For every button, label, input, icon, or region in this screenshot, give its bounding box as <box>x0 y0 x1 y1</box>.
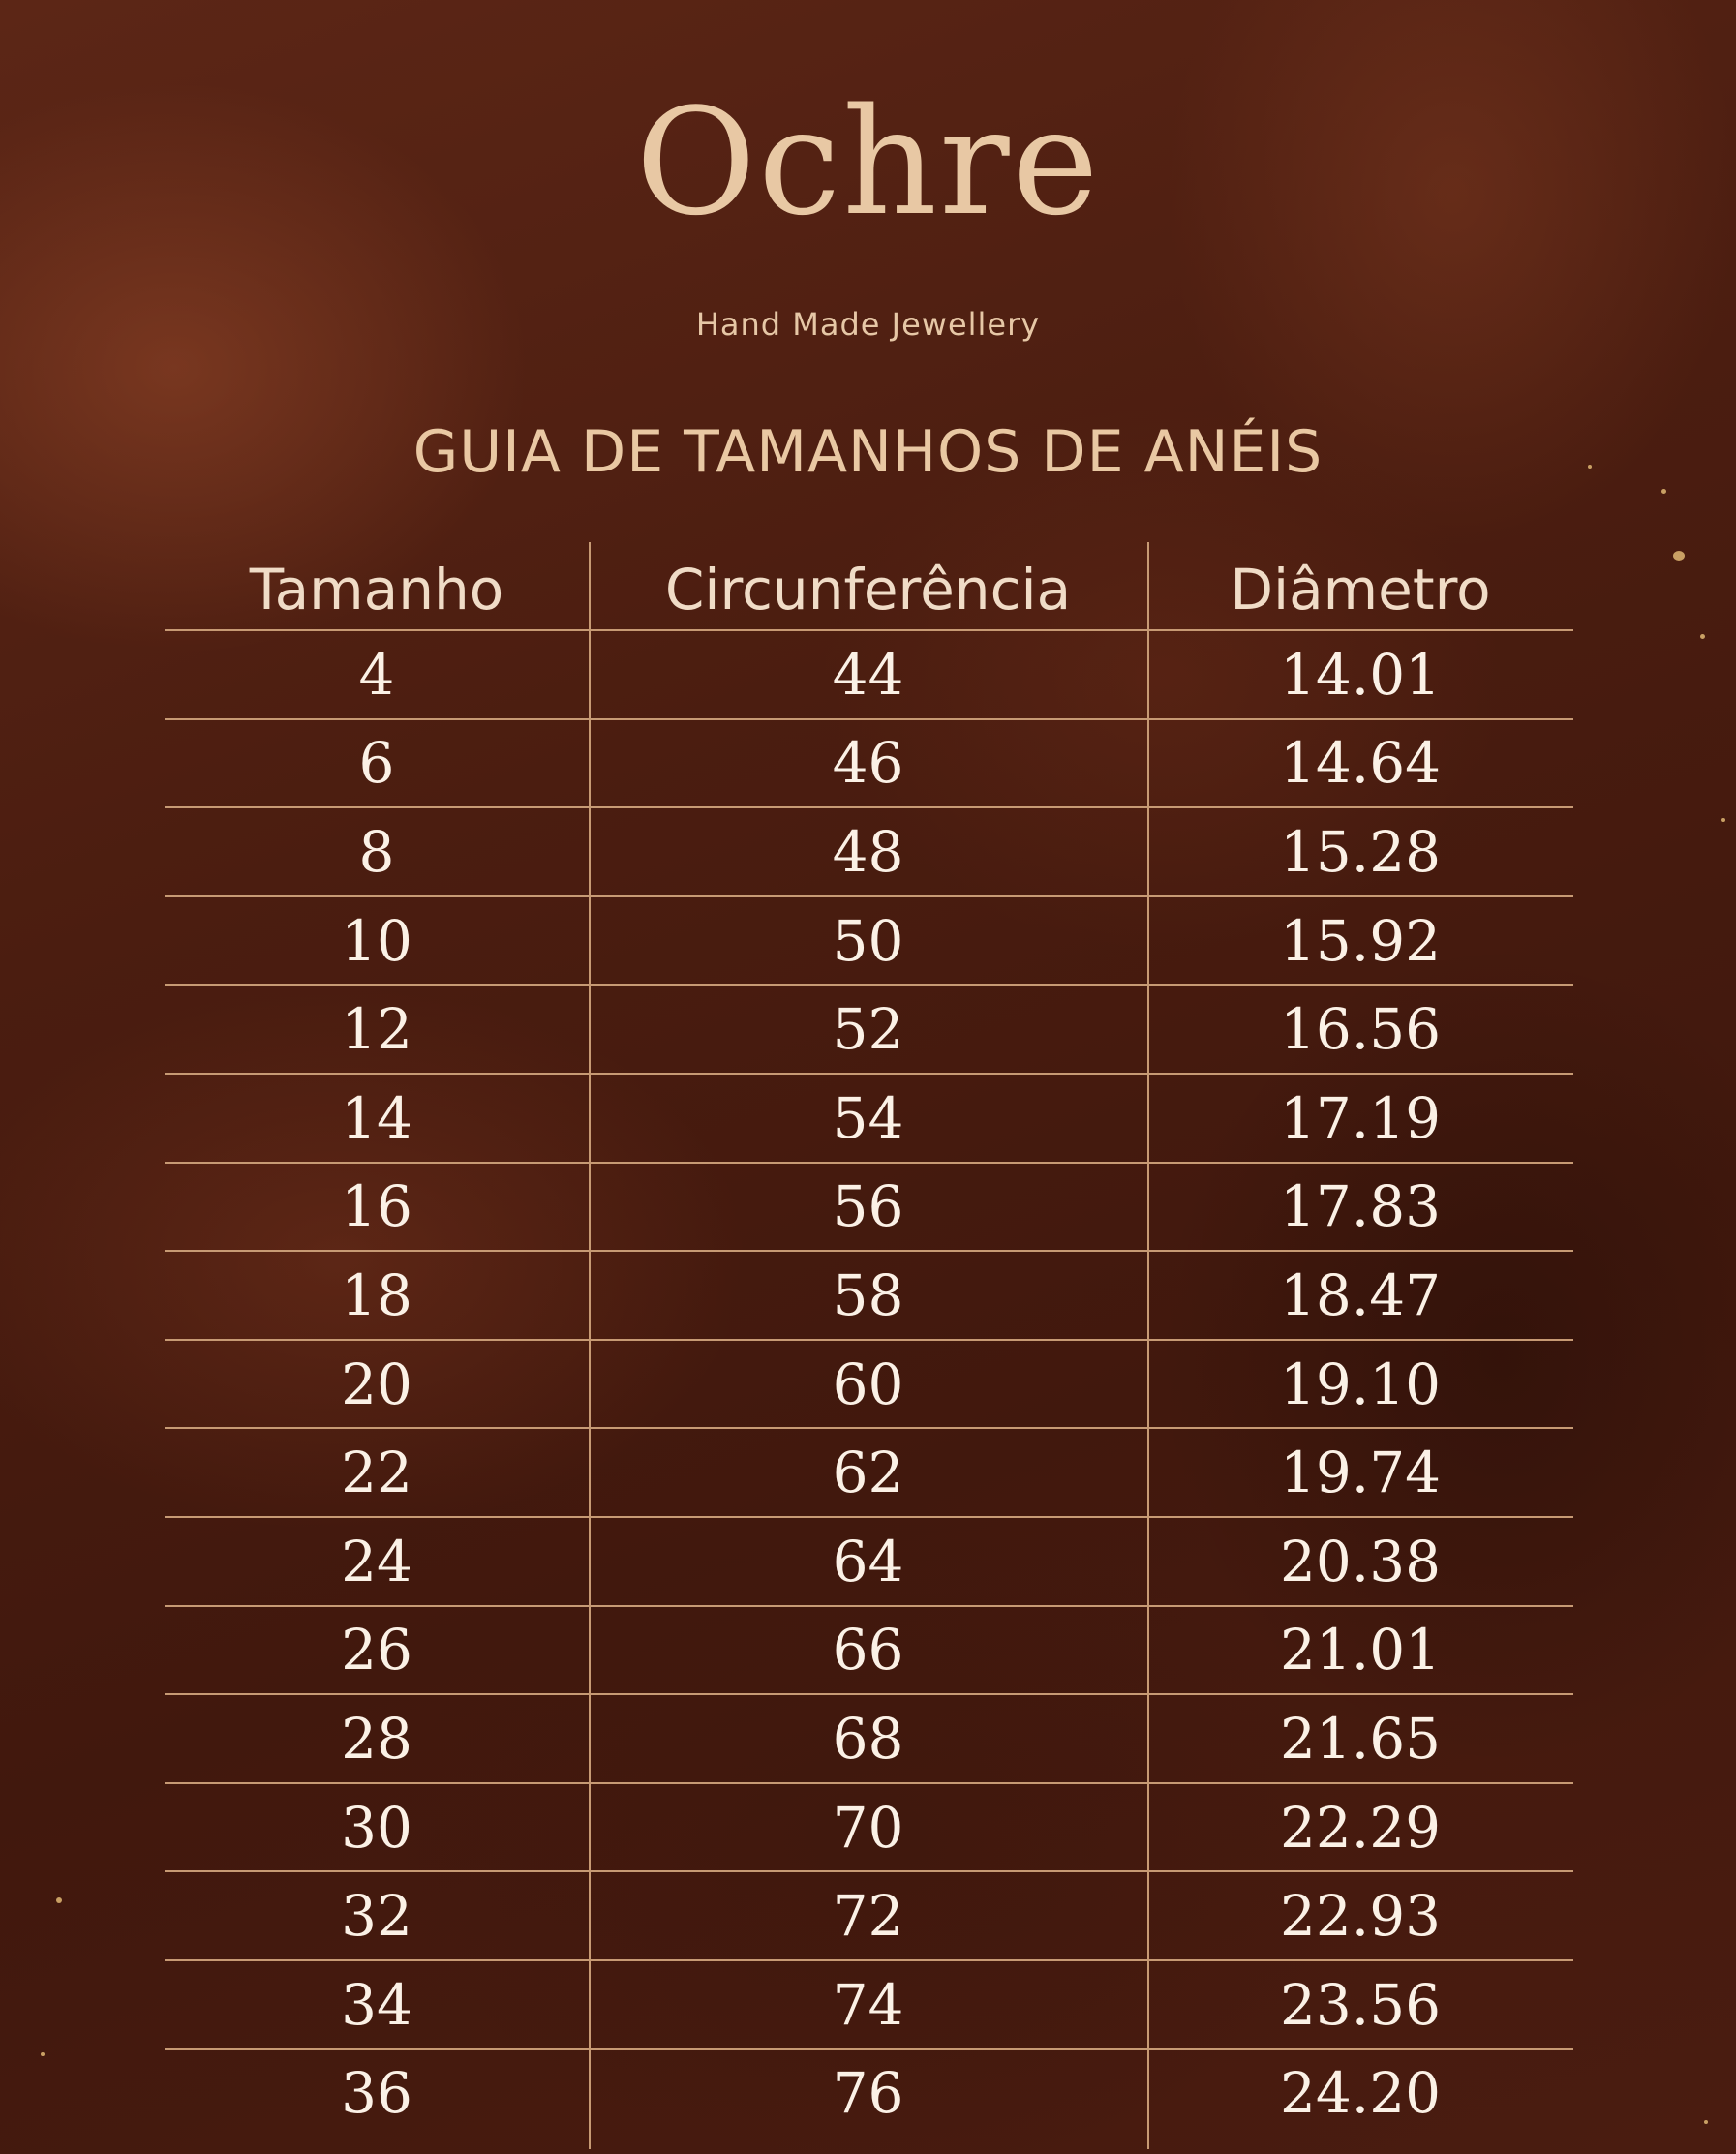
table-row <box>165 1518 1573 1607</box>
cell-size: 16 <box>341 1173 412 1240</box>
cell-circumference: 62 <box>832 1440 904 1506</box>
table-row <box>165 720 1573 809</box>
page-title: GUIA DE TAMANHOS DE ANÉIS <box>412 418 1324 486</box>
cell-diameter: 14.64 <box>1279 730 1442 797</box>
table-row <box>165 1341 1573 1430</box>
brand-tagline: Hand Made Jewellery <box>695 306 1041 343</box>
table-row <box>165 1164 1573 1253</box>
cell-size: 18 <box>341 1261 412 1328</box>
cell-circumference: 54 <box>832 1084 904 1151</box>
cell-circumference: 74 <box>832 1971 904 2038</box>
table-row <box>165 1961 1573 2050</box>
cell-circumference: 46 <box>832 730 904 797</box>
cell-size: 10 <box>341 907 412 974</box>
gold-speck-decoration <box>1721 818 1725 822</box>
cell-size: 4 <box>358 641 395 708</box>
cell-circumference: 72 <box>832 1883 904 1950</box>
table-row <box>165 1429 1573 1518</box>
table-row <box>165 1252 1573 1341</box>
cell-diameter: 17.19 <box>1279 1084 1442 1151</box>
gold-speck-decoration <box>56 1897 62 1903</box>
cell-size: 14 <box>341 1084 412 1151</box>
cell-size: 12 <box>341 996 412 1063</box>
cell-diameter: 19.74 <box>1279 1440 1442 1506</box>
cell-circumference: 64 <box>832 1528 904 1594</box>
gold-speck-decoration <box>41 2052 45 2056</box>
cell-diameter: 17.83 <box>1279 1173 1442 1240</box>
cell-size: 34 <box>341 1971 412 2038</box>
cell-diameter: 16.56 <box>1279 996 1442 1063</box>
cell-size: 36 <box>341 2060 412 2127</box>
cell-diameter: 24.20 <box>1279 2060 1442 2127</box>
table-row <box>165 1075 1573 1164</box>
table-row <box>165 897 1573 986</box>
cell-diameter: 15.28 <box>1279 818 1442 885</box>
table-row <box>165 1784 1573 1873</box>
cell-circumference: 66 <box>832 1617 904 1684</box>
cell-size: 28 <box>341 1705 412 1772</box>
header-diameter: Diâmetro <box>1230 557 1491 622</box>
cell-diameter: 20.38 <box>1279 1528 1442 1594</box>
cell-size: 8 <box>358 818 395 885</box>
cell-diameter: 21.01 <box>1279 1617 1442 1684</box>
ring-size-table <box>165 540 1573 2137</box>
cell-circumference: 68 <box>832 1705 904 1772</box>
table-row <box>165 808 1573 897</box>
cell-circumference: 50 <box>832 907 904 974</box>
table-row <box>165 1695 1573 1784</box>
cell-diameter: 22.29 <box>1279 1794 1442 1861</box>
cell-circumference: 52 <box>832 996 904 1063</box>
gold-speck-decoration <box>1700 634 1705 639</box>
cell-size: 20 <box>341 1350 412 1417</box>
cell-circumference: 58 <box>832 1261 904 1328</box>
gold-speck-decoration <box>1673 551 1685 561</box>
cell-diameter: 15.92 <box>1279 907 1442 974</box>
cell-size: 6 <box>358 730 395 797</box>
header-size: Tamanho <box>249 557 504 622</box>
cell-size: 24 <box>341 1528 412 1594</box>
cell-diameter: 23.56 <box>1279 1971 1442 2038</box>
table-body <box>165 631 1573 2137</box>
cell-circumference: 76 <box>832 2060 904 2127</box>
cell-circumference: 60 <box>832 1350 904 1417</box>
gold-speck-decoration <box>1704 2120 1708 2124</box>
cell-circumference: 48 <box>832 818 904 885</box>
table-row <box>165 1607 1573 1696</box>
header-circumference: Circunferência <box>664 557 1072 622</box>
table-row <box>165 986 1573 1075</box>
cell-diameter: 19.10 <box>1279 1350 1442 1417</box>
cell-size: 26 <box>341 1617 412 1684</box>
table-row <box>165 2050 1573 2138</box>
cell-circumference: 56 <box>832 1173 904 1240</box>
table-row <box>165 631 1573 720</box>
cell-circumference: 44 <box>832 641 904 708</box>
cell-size: 32 <box>341 1883 412 1950</box>
gold-speck-decoration <box>1661 489 1666 494</box>
cell-diameter: 22.93 <box>1279 1883 1442 1950</box>
cell-size: 22 <box>341 1440 412 1506</box>
cell-diameter: 21.65 <box>1279 1705 1442 1772</box>
cell-circumference: 70 <box>832 1794 904 1861</box>
cell-diameter: 14.01 <box>1279 641 1442 708</box>
cell-diameter: 18.47 <box>1279 1261 1442 1328</box>
table-header-row <box>165 540 1573 631</box>
cell-size: 30 <box>341 1794 412 1861</box>
table-row <box>165 1872 1573 1961</box>
brand-logo: Ochre <box>635 76 1101 248</box>
